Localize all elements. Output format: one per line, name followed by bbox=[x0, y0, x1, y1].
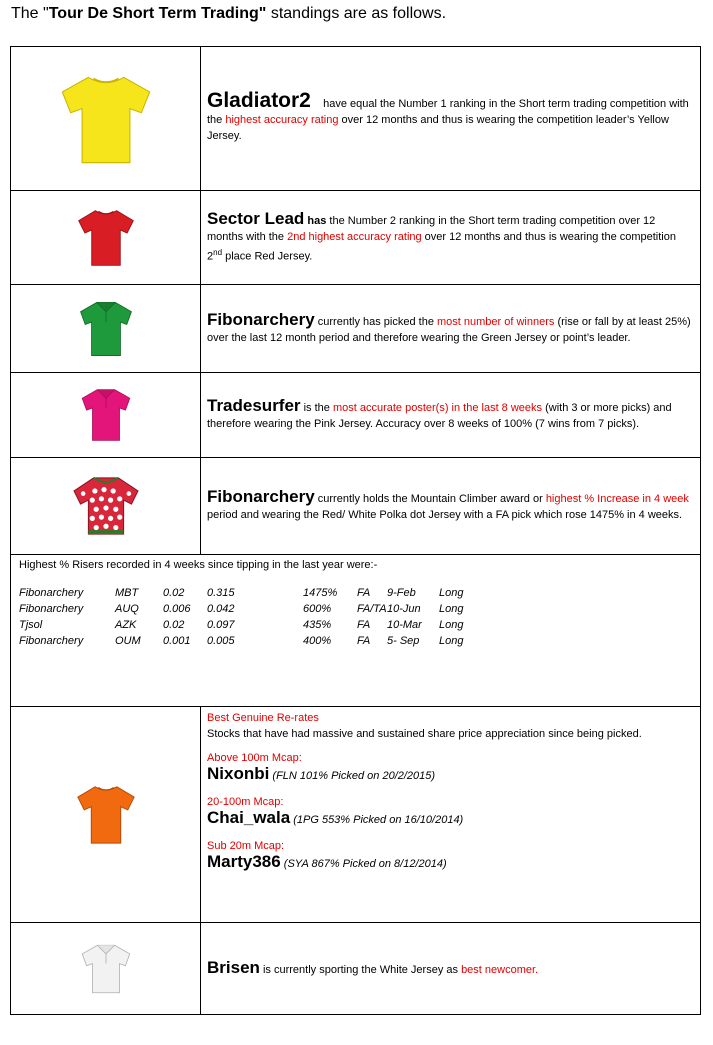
row-green-jersey bbox=[11, 285, 701, 373]
green-highlight: most number of winners bbox=[437, 315, 555, 328]
white-holder-name: Brisen bbox=[207, 957, 260, 977]
riser-end: 0.042 bbox=[207, 603, 235, 615]
row-pink-jersey bbox=[11, 373, 701, 458]
riser-name: Fibonarchery bbox=[19, 635, 84, 647]
rerates-title: Best Genuine Re-rates bbox=[207, 712, 319, 724]
above-100m-note: (FLN 101% Picked on 20/2/2015) bbox=[272, 770, 436, 782]
sub-20m-label: Sub 20m Mcap: bbox=[207, 840, 285, 852]
riser-start: 0.006 bbox=[163, 603, 191, 615]
pink-highlight: most accurate poster(s) in the last 8 weeks bbox=[332, 402, 543, 414]
white-highlight: best newcomer. bbox=[461, 963, 539, 976]
risers-row bbox=[19, 601, 692, 617]
green-text-1: currently has picked the bbox=[314, 315, 437, 328]
riser-date: 10-Mar bbox=[387, 619, 422, 631]
riser-code: AUQ bbox=[115, 603, 139, 615]
riser-name: Fibonarchery bbox=[19, 603, 84, 615]
riser-position: Long bbox=[439, 619, 464, 631]
green-holder-name: Fibonarchery bbox=[207, 309, 315, 329]
pink-text-2: (with 3 or more picks) and therefore wearing the Pink Jersey. Accuracy over 8 weeks of 100% (7 wins from 7 picks). bbox=[207, 402, 672, 430]
riser-pct: 400% bbox=[303, 635, 332, 647]
yellow-jersey-text bbox=[201, 47, 701, 191]
orange-jersey-cell bbox=[11, 707, 201, 923]
polka-dot-jersey-icon bbox=[70, 474, 142, 538]
pink-text-1: is the bbox=[300, 402, 333, 414]
polka-jersey-cell bbox=[11, 458, 201, 555]
riser-type: FA/TA bbox=[357, 603, 387, 615]
riser-code: AZK bbox=[115, 619, 137, 631]
yellow-text-1: have equal the Number 1 ranking in the Short term trading competition with the bbox=[207, 98, 689, 126]
riser-type: FA bbox=[357, 619, 371, 631]
red-superscript: nd bbox=[213, 247, 223, 257]
intro-heading bbox=[11, 5, 446, 23]
pink-jersey-text bbox=[201, 373, 701, 458]
intro-prefix: The " bbox=[11, 5, 49, 22]
red-has-word: has bbox=[307, 214, 327, 227]
white-jersey-text bbox=[201, 923, 701, 1015]
red-jersey-text bbox=[201, 191, 701, 285]
yellow-highlight: highest accuracy rating bbox=[225, 114, 339, 126]
riser-type: FA bbox=[357, 587, 371, 599]
row-risers bbox=[11, 555, 701, 707]
riser-date: 5- Sep bbox=[387, 635, 420, 647]
riser-code: MBT bbox=[115, 587, 139, 599]
mid-cap-note: (1PG 553% Picked on 16/10/2014) bbox=[293, 814, 464, 826]
green-polo-icon bbox=[77, 299, 135, 359]
red-text-2: over 12 months and thus is wearing the competition 2 bbox=[207, 230, 676, 263]
row-polka-jersey bbox=[11, 458, 701, 555]
mid-cap-label: 20-100m Mcap: bbox=[207, 796, 284, 808]
sub-20m-name: Marty386 bbox=[207, 852, 281, 871]
risers-cell bbox=[11, 555, 701, 707]
red-highlight: 2nd highest accuracy rating bbox=[287, 230, 422, 243]
yellow-holder-name: Gladiator2 bbox=[207, 89, 311, 112]
polka-jersey-text bbox=[201, 458, 701, 555]
row-red-jersey bbox=[11, 191, 701, 285]
riser-start: 0.001 bbox=[163, 635, 191, 647]
red-text-3: place Red Jersey. bbox=[222, 250, 313, 263]
green-text-2: (rise or fall by at least 25%) over the last 12 month period and therefore wearing the Green Jersey or point’s leader. bbox=[207, 315, 691, 344]
riser-name: Fibonarchery bbox=[19, 587, 84, 599]
riser-end: 0.005 bbox=[207, 635, 235, 647]
yellow-jersey-cell bbox=[11, 47, 201, 191]
yellow-tshirt-icon bbox=[54, 71, 158, 167]
row-orange-jersey bbox=[11, 707, 701, 923]
intro-title: Tour De Short Term Trading" bbox=[48, 5, 267, 22]
risers-header: Highest % Risers recorded in 4 weeks since tipping in the last year were:- bbox=[19, 559, 378, 571]
red-holder-name: Sector Lead bbox=[207, 208, 305, 228]
riser-pct: 1475% bbox=[303, 587, 338, 599]
polka-holder-name: Fibonarchery bbox=[207, 487, 315, 506]
riser-name: Tjsol bbox=[19, 619, 43, 631]
row-white-jersey bbox=[11, 923, 701, 1015]
white-text-1: is currently sporting the White Jersey as bbox=[259, 963, 462, 976]
above-100m-label: Above 100m Mcap: bbox=[207, 752, 302, 764]
green-jersey-cell bbox=[11, 285, 201, 373]
yellow-text-2: over 12 months and thus is wearing the competition leader’s Yellow Jersey. bbox=[207, 114, 669, 142]
pink-jersey-cell bbox=[11, 373, 201, 458]
polka-text-1: currently holds the Mountain Climber award or bbox=[314, 493, 546, 505]
white-jersey-cell bbox=[11, 923, 201, 1015]
above-100m-name: Nixonbi bbox=[207, 764, 270, 783]
white-polo-icon bbox=[79, 942, 133, 996]
riser-pct: 600% bbox=[303, 603, 332, 615]
riser-date: 10-Jun bbox=[387, 603, 421, 615]
rerates-description: Stocks that have had massive and sustained share price appreciation since being picked. bbox=[207, 728, 642, 740]
riser-pct: 435% bbox=[303, 619, 332, 631]
riser-code: OUM bbox=[115, 635, 141, 647]
polka-highlight: highest % Increase in 4 week bbox=[545, 493, 689, 505]
pink-polo-icon bbox=[79, 386, 133, 444]
risers-row bbox=[19, 617, 692, 633]
riser-start: 0.02 bbox=[163, 587, 185, 599]
riser-position: Long bbox=[439, 603, 464, 615]
polka-text-2: period and wearing the Red/ White Polka dot Jersey with a FA pick which rose 1475% in 4 weeks. bbox=[207, 509, 683, 521]
red-text-1: the Number 2 ranking in the Short term trading competition over 12 months with the bbox=[207, 214, 656, 243]
riser-position: Long bbox=[439, 635, 464, 647]
riser-date: 9-Feb bbox=[387, 587, 416, 599]
mid-cap-name: Chai_wala bbox=[207, 808, 291, 827]
riser-end: 0.097 bbox=[207, 619, 235, 631]
red-jersey-cell bbox=[11, 191, 201, 285]
rerates-text bbox=[201, 707, 701, 923]
row-yellow-jersey bbox=[11, 47, 701, 191]
green-jersey-text bbox=[201, 285, 701, 373]
red-tshirt-icon bbox=[75, 207, 137, 269]
riser-type: FA bbox=[357, 635, 371, 647]
pink-holder-name: Tradesurfer bbox=[207, 396, 301, 415]
orange-tshirt-icon bbox=[74, 783, 138, 847]
risers-row bbox=[19, 633, 692, 649]
intro-suffix: standings are as follows. bbox=[266, 5, 447, 22]
sub-20m-note: (SYA 867% Picked on 8/12/2014) bbox=[283, 858, 447, 870]
riser-position: Long bbox=[439, 587, 464, 599]
riser-end: 0.315 bbox=[207, 587, 235, 599]
risers-row bbox=[19, 585, 692, 601]
riser-start: 0.02 bbox=[163, 619, 185, 631]
standings-table bbox=[10, 46, 701, 1015]
